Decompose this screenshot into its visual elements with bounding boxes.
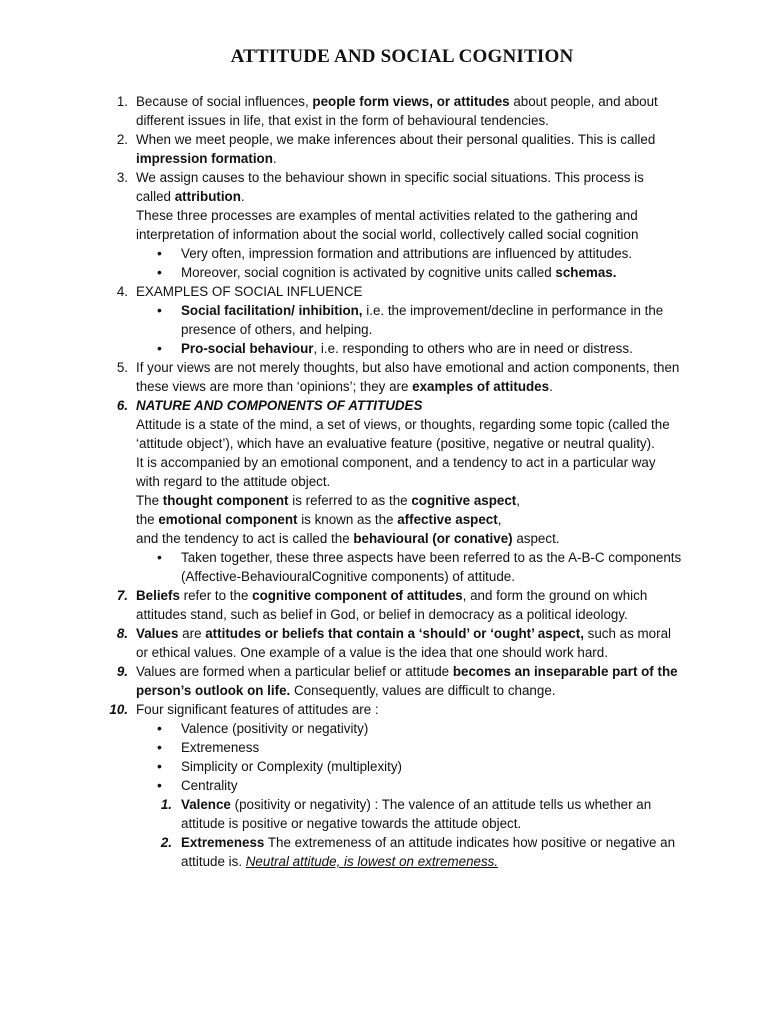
text: , and form the ground on which attitudes stand, such as belief in God, or belief in democracy as a political ideology. xyxy=(136,588,648,622)
item-number: 3. xyxy=(116,170,128,185)
text: is known as the xyxy=(297,512,398,527)
bullet-item xyxy=(0,301,768,339)
list-item-5 xyxy=(0,358,768,396)
bullet-icon: • xyxy=(157,245,162,261)
bullet-icon: • xyxy=(157,739,162,755)
text: . xyxy=(240,189,245,204)
text: aspect. xyxy=(512,531,560,546)
text: Valence (positivity or negativity) xyxy=(181,721,369,736)
item-number: 7. xyxy=(116,588,128,603)
text: such as moral or ethical values. One example of a value is the idea that one should work hard. xyxy=(136,626,672,660)
text: , xyxy=(516,493,520,508)
paragraph xyxy=(0,491,768,510)
bullet-item xyxy=(0,776,768,795)
text: i.e. the improvement/decline in performance in the presence of others, and helping. xyxy=(181,303,664,337)
text: Extremeness xyxy=(181,740,260,755)
text: Taken together, these three aspects have been referred to as the A-B-C components (Affective-BehaviouralCognitive components) of attitude. xyxy=(181,550,682,584)
text: (positivity or negativity) : The valence of an attitude tells us whether an attitude is positive or negative towards the attitude object. xyxy=(181,797,652,831)
list-item-6 xyxy=(0,396,768,415)
list-item-4 xyxy=(0,282,768,301)
bold-text: behavioural (or conative) xyxy=(353,531,513,546)
bullet-item xyxy=(0,738,768,757)
bullet-item xyxy=(0,757,768,776)
text: , xyxy=(497,512,502,527)
bold-text: impression formation xyxy=(136,151,273,166)
text: is referred to as the xyxy=(288,493,412,508)
text: Simplicity or Complexity (multiplexity) xyxy=(181,759,402,774)
text: Four significant features of attitudes are : xyxy=(136,702,379,717)
list-item-7 xyxy=(0,586,768,624)
bold-text: cognitive aspect xyxy=(411,493,517,508)
sub-item-number: 1. xyxy=(160,797,172,812)
paragraph: It is accompanied by an emotional component, and a tendency to act in a particular way with regard to the attitude object. xyxy=(136,455,656,489)
bullet-icon: • xyxy=(157,264,162,280)
paragraph xyxy=(0,529,768,548)
bullet-item xyxy=(0,244,768,263)
text: Centrality xyxy=(181,778,238,793)
text: Moreover, social cognition is activated by cognitive units called xyxy=(181,265,556,280)
text: and the tendency to act is called the xyxy=(136,531,354,546)
bold-text: Extremeness xyxy=(181,835,265,850)
text: If your views are not merely thoughts, but also have emotional and action components, then these views are more than ‘opinions’; they are xyxy=(136,360,680,394)
section-heading: NATURE AND COMPONENTS OF ATTITUDES xyxy=(136,398,423,413)
text: , i.e. responding to others who are in need or distress. xyxy=(313,341,633,356)
document-body xyxy=(0,92,768,871)
bullet-icon: • xyxy=(157,720,162,736)
bullet-item xyxy=(0,339,768,358)
text: The xyxy=(136,493,163,508)
bold-text: becomes an inseparable part of the person’s outlook on life. xyxy=(136,664,678,698)
paragraph xyxy=(0,510,768,529)
bold-text: Social facilitation/ inhibition, xyxy=(181,303,363,318)
sub-item-number: 2. xyxy=(160,835,172,850)
text: . xyxy=(549,379,553,394)
item-number: 5. xyxy=(116,360,128,375)
paragraph: These three processes are examples of mental activities related to the gathering and interpretation of information about the social world, collectively called social cognition xyxy=(136,208,639,242)
bullet-item xyxy=(0,263,768,282)
bullet-icon: • xyxy=(157,302,162,318)
bullet-icon: • xyxy=(157,758,162,774)
bold-text: schemas. xyxy=(555,265,617,280)
list-item-9 xyxy=(0,662,768,700)
bold-text: Pro-social behaviour xyxy=(181,341,314,356)
sub-item-2 xyxy=(0,833,768,871)
text: Very often, impression formation and attributions are influenced by attitudes. xyxy=(181,246,633,261)
text: The extremeness of an attitude indicates how positive or negative an attitude is. xyxy=(181,835,676,869)
list-item-2 xyxy=(0,130,768,168)
text: are xyxy=(178,626,206,641)
bold-text: affective aspect xyxy=(397,512,498,527)
bold-text: cognitive component of attitudes xyxy=(252,588,463,603)
list-item-8 xyxy=(0,624,768,662)
bold-text: emotional component xyxy=(158,512,298,527)
text: the xyxy=(136,512,159,527)
text: . xyxy=(272,151,277,166)
item-number: 4. xyxy=(116,284,128,299)
bold-text: Values xyxy=(136,626,179,641)
list-item-10 xyxy=(0,700,768,719)
list-item-3 xyxy=(0,168,768,206)
bold-text: people form views, or attitudes xyxy=(312,94,510,109)
page-title: ATTITUDE AND SOCIAL COGNITION xyxy=(230,46,574,67)
text: refer to the xyxy=(179,588,253,603)
bullet-icon: • xyxy=(157,777,162,793)
text: EXAMPLES OF SOCIAL INFLUENCE xyxy=(136,284,363,299)
item-number: 8. xyxy=(116,626,128,641)
bullet-icon: • xyxy=(157,549,162,565)
text: Because of social influences, xyxy=(136,94,313,109)
bullet-icon: • xyxy=(157,340,162,356)
text: Consequently, values are difficult to change. xyxy=(290,683,556,698)
text: We assign causes to the behaviour shown in specific social situations. This process is called xyxy=(136,170,644,204)
item-number: 10. xyxy=(109,702,128,717)
underlined-italic-text: Neutral attitude, is lowest on extremeness. xyxy=(245,854,499,869)
item-number: 2. xyxy=(116,132,128,147)
bold-text: examples of attitudes xyxy=(412,379,550,394)
bullet-item xyxy=(0,719,768,738)
text: When we meet people, we make inferences about their personal qualities. This is called xyxy=(136,132,656,147)
bullet-item xyxy=(0,548,768,586)
bold-text: Beliefs xyxy=(136,588,180,603)
bold-text: thought component xyxy=(162,493,289,508)
list-item-1 xyxy=(0,92,768,130)
text: about people, and about different issues in life, that exist in the form of behavioural tendencies. xyxy=(136,94,658,128)
item-number: 1. xyxy=(116,94,128,109)
item-number: 9. xyxy=(116,664,128,679)
paragraph: Attitude is a state of the mind, a set of views, or thoughts, regarding some topic (called the ‘attitude object’), which have an evaluative feature (positive, negative or neutral quality). xyxy=(136,417,670,451)
sub-item-1 xyxy=(0,795,768,833)
item-number: 6. xyxy=(116,398,128,413)
bold-text: Valence xyxy=(181,797,231,812)
bold-text: attitudes or beliefs that contain a ‘should’ or ‘ought’ aspect, xyxy=(205,626,584,641)
bold-text: attribution xyxy=(174,189,241,204)
text: Values are formed when a particular belief or attitude xyxy=(136,664,453,679)
